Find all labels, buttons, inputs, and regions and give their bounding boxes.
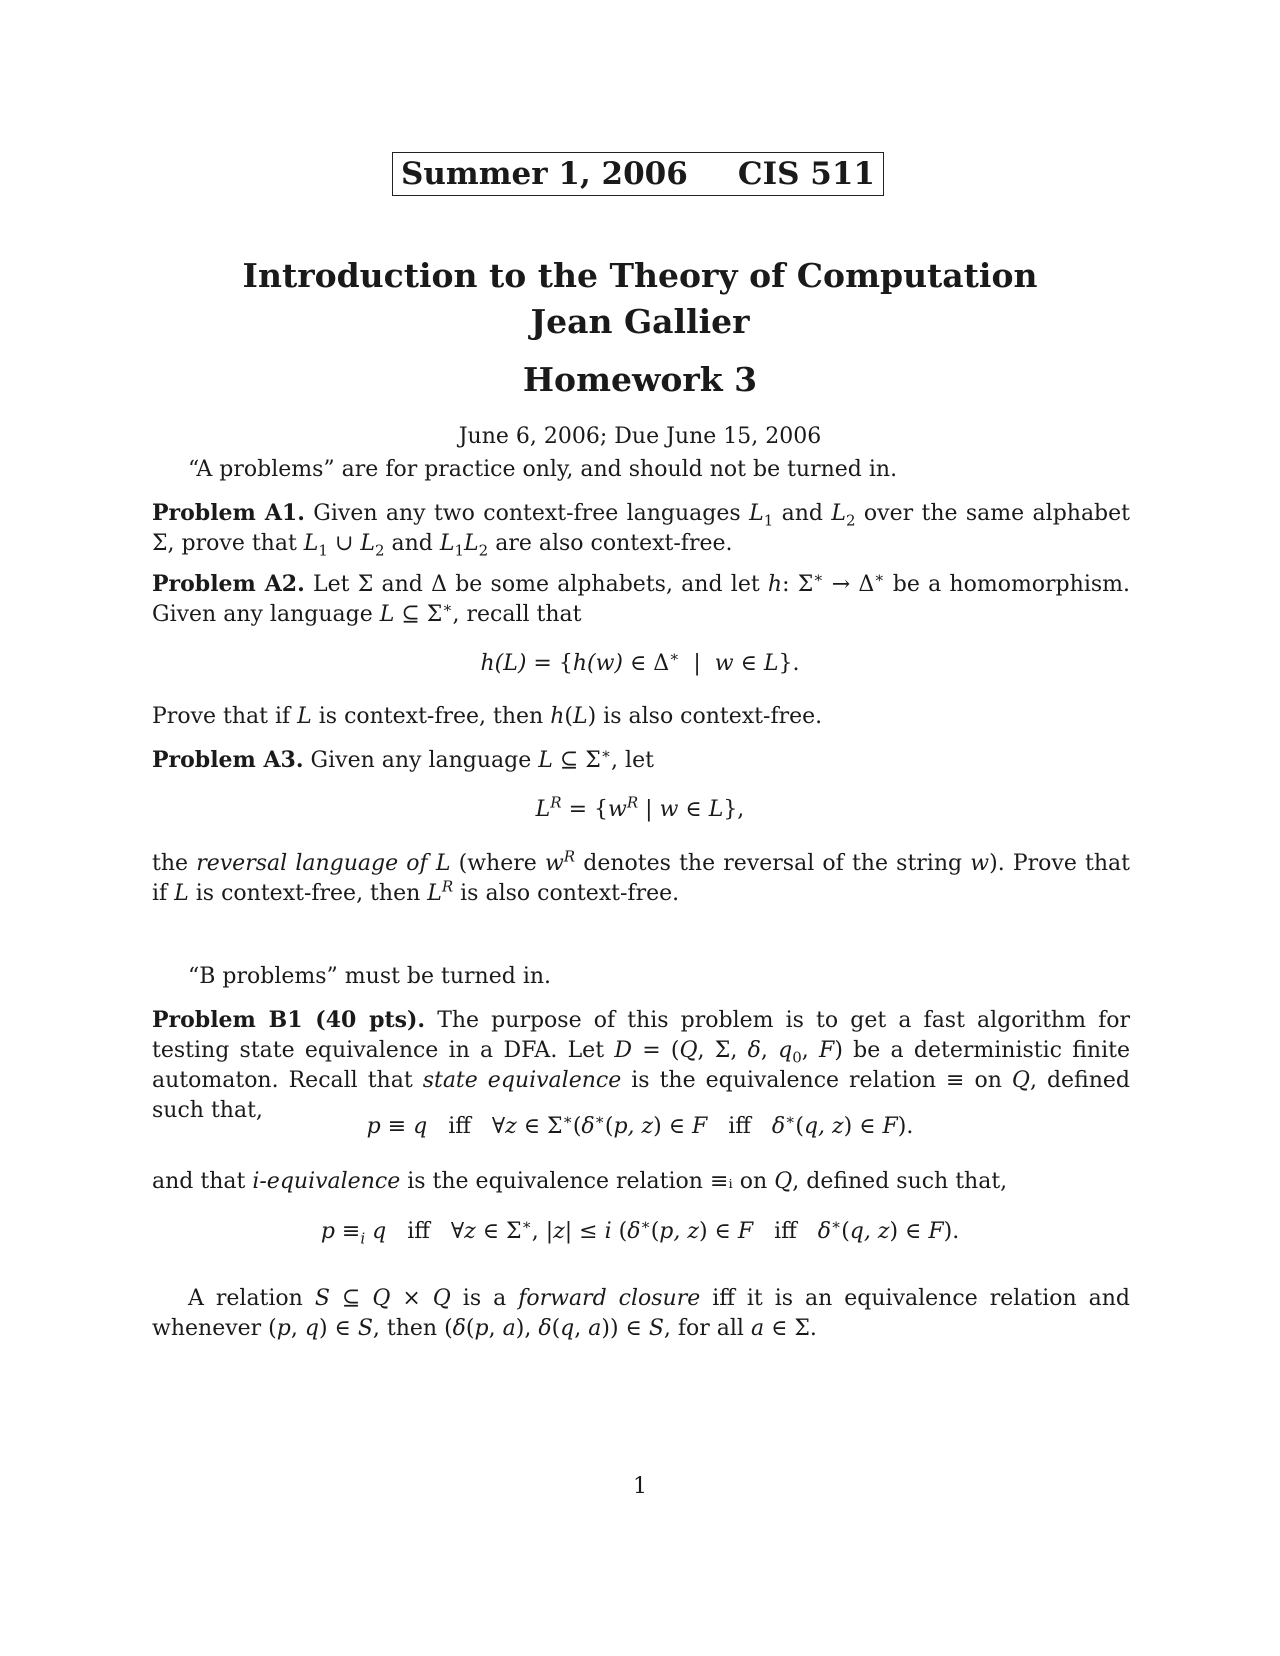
homework-title: Homework 3 bbox=[522, 360, 758, 399]
course-title: Introduction to the Theory of Computation bbox=[242, 256, 1038, 295]
header-course: CIS 511 bbox=[737, 156, 875, 192]
problem-a3-label: Problem A3. bbox=[152, 747, 304, 773]
author-name: Jean Gallier bbox=[530, 302, 750, 341]
equation-state-equivalence: p ≡ q iff ∀z ∈ Σ∗(δ∗(p, z) ∈ F iff δ∗(q, z) ∈ F). bbox=[366, 1110, 914, 1139]
header-term: Summer 1, 2006 bbox=[401, 156, 688, 192]
page-number: 1 bbox=[633, 1474, 647, 1499]
i-equivalence-text: and that i-equivalence is the equivalence relation ≡ᵢ on Q, defined such that, bbox=[152, 1169, 1008, 1194]
equation-i-equivalence: $p \equiv_i$ q iff ∀z ∈ Σ∗, |z| ≤ i (δ∗(p, z) ∈ F iff δ∗(q, z) ∈ F). bbox=[320, 1215, 960, 1248]
problem-a2-followup: Prove that if L is context-free, then h(L) is also context-free. bbox=[152, 704, 823, 729]
problem-a1-label: Problem A1. bbox=[152, 500, 305, 526]
b-problems-intro: “B problems” must be turned in. bbox=[188, 964, 552, 989]
equation-reversal: $L^R = \{w^R$ | w ∈ L}, bbox=[535, 793, 745, 822]
course-header-box bbox=[392, 152, 884, 196]
problem-a1: Problem A1. Given any two context-free languages $L_1$ and $L_2$ over the same alphabet Σ, prove that $L_1$ ∪ $L_2$ and $L_1L_2$ are also context-free. bbox=[152, 500, 1131, 560]
problem-a3-followup: the reversal language of L (where $w^R$ denotes the reversal of the string w). Prove that if L is context-free, then $L^R$ is also context-free. bbox=[152, 847, 1131, 906]
problem-a3: Problem A3. Given any language L ⊆ Σ∗, let bbox=[152, 744, 654, 773]
a-problems-intro: “A problems” are for practice only, and should not be turned in. bbox=[188, 457, 898, 482]
forward-closure-definition: A relation S ⊆ Q × Q is a forward closure iff it is an equivalence relation and whenever (p, q) ∈ S, then (δ(p, a), δ(q, a)) ∈ S, for all a ∈ Σ. bbox=[152, 1286, 1131, 1341]
equation-homomorphic-image: h(L) = {h(w) ∈ Δ∗ | w ∈ L}. bbox=[480, 647, 800, 676]
dates-line: June 6, 2006; Due June 15, 2006 bbox=[458, 424, 822, 449]
problem-b1-label: Problem B1 (40 pts). bbox=[152, 1007, 426, 1033]
problem-a2-label: Problem A2. bbox=[152, 571, 305, 597]
problem-b1: Problem B1 (40 pts). The purpose of this problem is to get a fast algorithm for testing state equivalence in a DFA. Let D = (Q, Σ, δ, $q_0$, F) be a deterministic finite automaton. Recall that state equivalence is the equivalence relation ≡ on Q, defined such that, bbox=[152, 1007, 1130, 1123]
problem-a2: Problem A2. Let Σ and Δ be some alphabets, and let h: Σ∗ → Δ∗ be a homomorphism. Given any language L ⊆ Σ∗, recall that bbox=[152, 568, 1130, 627]
